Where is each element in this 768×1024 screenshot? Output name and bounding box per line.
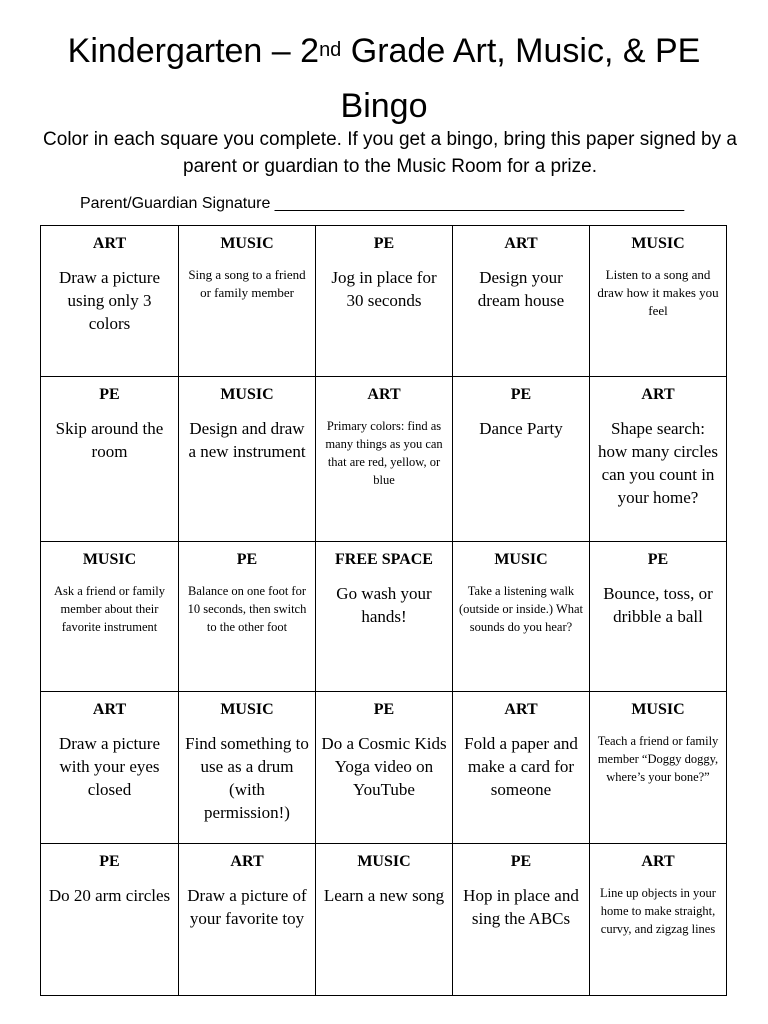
bingo-square[interactable] — [316, 542, 453, 692]
square-task: Ask a friend or family member about their favorite instrument — [53, 584, 166, 634]
square-category: MUSIC — [357, 853, 411, 870]
signature-line — [80, 192, 720, 216]
square-task: Fold a paper and make a card for someone — [464, 734, 578, 799]
bingo-square[interactable] — [316, 844, 453, 996]
bingo-square[interactable] — [453, 692, 590, 844]
square-task: Hop in place and sing the ABCs — [463, 886, 579, 928]
square-category: MUSIC — [220, 386, 274, 403]
square-category: PE — [647, 551, 669, 568]
bingo-square[interactable] — [316, 692, 453, 844]
square-category: ART — [92, 701, 127, 718]
bingo-square[interactable] — [590, 692, 727, 844]
square-category: PE — [236, 551, 258, 568]
bingo-square[interactable] — [453, 844, 590, 996]
square-task: Primary colors: find as many things as you can that are red, yellow, or blue — [325, 419, 443, 487]
bingo-square[interactable] — [41, 226, 179, 377]
square-category: MUSIC — [631, 235, 685, 252]
bingo-board — [40, 225, 727, 996]
bingo-square[interactable] — [179, 844, 316, 996]
square-category: FREE SPACE — [335, 551, 433, 568]
square-task: Take a listening walk (outside or inside.) What sounds do you hear? — [458, 584, 584, 634]
bingo-row — [41, 844, 727, 996]
bingo-square[interactable] — [453, 226, 590, 377]
square-category: PE — [510, 386, 532, 403]
square-task: Bounce, toss, or dribble a ball — [603, 584, 713, 626]
square-task: Design and draw a new instrument — [188, 419, 306, 461]
square-task: Go wash your hands! — [336, 584, 432, 626]
square-category: PE — [510, 853, 532, 870]
bingo-square[interactable] — [179, 377, 316, 542]
square-category: MUSIC — [82, 551, 137, 568]
bingo-row — [41, 692, 727, 844]
square-task: Draw a picture of your favorite toy — [187, 886, 307, 928]
bingo-square[interactable] — [41, 844, 179, 996]
square-category: PE — [373, 235, 395, 252]
square-category: ART — [504, 235, 538, 252]
bingo-square[interactable] — [316, 377, 453, 542]
bingo-square[interactable] — [453, 377, 590, 542]
bingo-square[interactable] — [590, 377, 727, 542]
square-task: Dance Party — [479, 419, 563, 438]
bingo-square[interactable] — [41, 692, 179, 844]
square-task: Do 20 arm circles — [48, 886, 171, 905]
title-line-2: Bingo — [340, 87, 428, 125]
bingo-row — [41, 542, 727, 692]
bingo-square[interactable] — [179, 692, 316, 844]
bingo-square[interactable] — [590, 542, 727, 692]
square-task: Shape search: how many circles can you count in your home? — [598, 419, 718, 507]
square-category: PE — [99, 853, 120, 870]
square-category: MUSIC — [494, 551, 548, 568]
square-category: ART — [367, 386, 401, 403]
signature-blank: ______________________________________________ — [274, 195, 685, 212]
square-category: ART — [641, 853, 675, 870]
square-category: MUSIC — [220, 701, 274, 718]
square-task: Listen to a song and draw how it makes you feel — [597, 267, 719, 318]
square-category: ART — [641, 386, 675, 403]
bingo-square[interactable] — [590, 226, 727, 377]
bingo-row — [41, 226, 727, 377]
bingo-square[interactable] — [179, 542, 316, 692]
title-line-1: Kindergarten – 2nd Grade Art, Music, & PE — [67, 32, 701, 70]
square-category: ART — [504, 701, 538, 718]
square-category: MUSIC — [220, 235, 274, 252]
square-category: ART — [230, 853, 264, 870]
square-task: Learn a new song — [323, 886, 445, 905]
bingo-square[interactable] — [179, 226, 316, 377]
square-task: Draw a picture with your eyes closed — [58, 734, 160, 799]
square-task: Jog in place for 30 seconds — [331, 268, 437, 310]
square-task: Design your dream house — [477, 268, 565, 310]
square-task: Teach a friend or family member “Doggy doggy, where’s your bone?” — [597, 734, 719, 784]
square-category: PE — [373, 701, 395, 718]
square-task: Line up objects in your home to make straight, curvy, and zigzag lines — [600, 886, 716, 936]
page-title — [0, 26, 768, 131]
bingo-row — [41, 377, 727, 542]
bingo-square[interactable] — [316, 226, 453, 377]
bingo-square[interactable] — [590, 844, 727, 996]
square-task: Skip around the room — [55, 419, 164, 461]
square-task: Balance on one foot for 10 seconds, then switch to the other foot — [187, 584, 307, 634]
square-task: Find something to use as a drum (with permission!) — [185, 734, 309, 822]
bingo-square[interactable] — [41, 377, 179, 542]
square-category: ART — [92, 235, 127, 252]
bingo-square[interactable] — [41, 542, 179, 692]
square-category: PE — [99, 386, 120, 403]
signature-label: Parent/Guardian Signature — [80, 195, 271, 212]
instructions: Color in each square you complete. If you get a bingo, bring this paper signed by a parent or guardian to the Music Room for a prize. — [43, 129, 737, 177]
bingo-square[interactable] — [453, 542, 590, 692]
square-task: Draw a picture using only 3 colors — [58, 268, 160, 333]
square-task: Sing a song to a friend or family member — [188, 267, 306, 300]
square-category: MUSIC — [631, 701, 685, 718]
square-task: Do a Cosmic Kids Yoga video on YouTube — [321, 734, 447, 799]
